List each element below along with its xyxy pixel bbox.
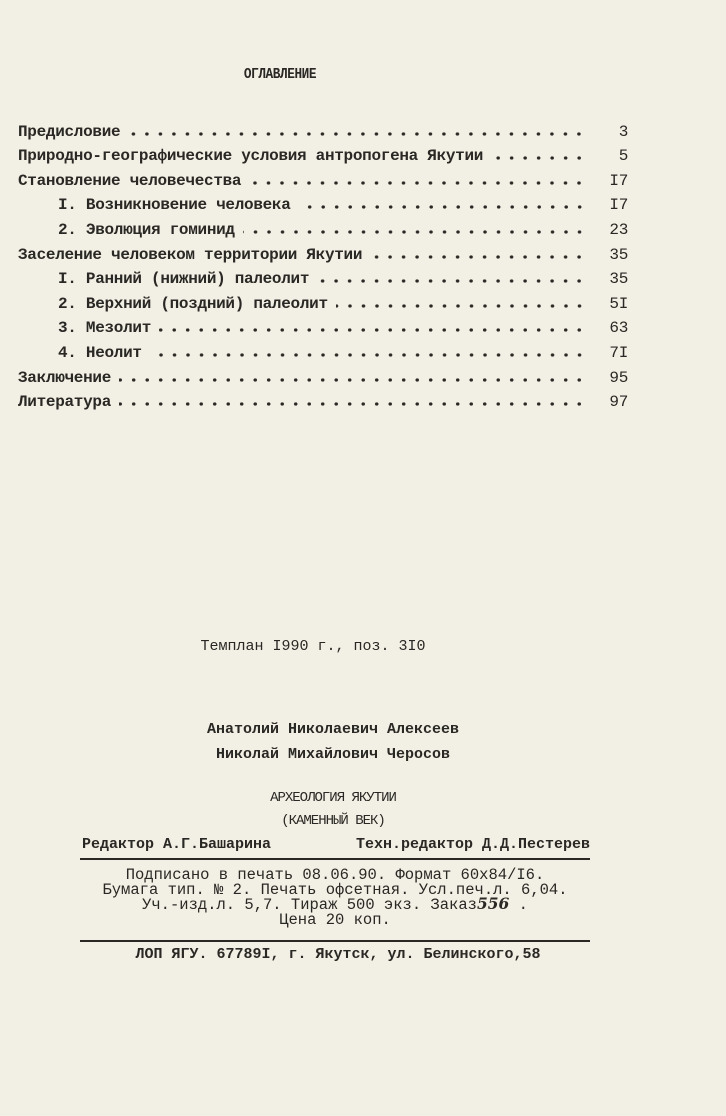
toc-entry-label: Литература	[18, 393, 112, 412]
templan-line: Темплан I990 г., поз. 3I0	[200, 638, 426, 655]
toc-entry-label: 2. Эволюция гоминид	[58, 220, 235, 239]
toc-entry-label: Предисловие	[18, 122, 121, 141]
toc-entry-page: 63	[609, 319, 628, 338]
toc-entry-label: 2. Верхний (поздний) палеолит	[58, 294, 328, 313]
toc-entry-label: Природно-географические условия антропогена Якутии	[18, 147, 484, 166]
toc-entry-page: 35	[609, 245, 628, 264]
toc-entry-label: Заключение	[18, 368, 112, 387]
toc-entry	[18, 313, 628, 338]
toc-entry-label: 3. Мезолит	[58, 319, 152, 338]
toc-entry-page: I7	[609, 196, 628, 215]
dot-leader	[370, 254, 586, 260]
toc-entry-page: 5	[618, 147, 628, 166]
toc-entry	[18, 387, 628, 412]
toc-entry-page: 97	[609, 393, 628, 412]
divider-bottom	[80, 940, 590, 942]
toc-entry	[18, 141, 628, 166]
dot-leader	[150, 352, 586, 358]
toc-entry-page: 23	[609, 220, 628, 239]
dot-leader	[491, 155, 586, 161]
dot-leader	[299, 204, 586, 210]
toc-entry-page: 7I	[609, 343, 628, 362]
dot-leader	[249, 180, 586, 186]
dot-leader	[336, 303, 586, 309]
author-1: Анатолий Николаевич Алексеев	[206, 721, 460, 738]
toc-entry	[18, 337, 628, 362]
toc-entry-page: 3	[618, 122, 628, 141]
toc-entry	[18, 214, 628, 239]
toc-entry-page: 5I	[609, 294, 628, 313]
order-number: 556	[476, 894, 510, 913]
toc-entry	[18, 264, 628, 289]
imprint-line-3-end: .	[509, 896, 528, 914]
toc-entry-label: Заселение человеком территории Якутии	[18, 245, 363, 264]
toc-entry	[18, 190, 628, 215]
editor: Редактор А.Г.Башарина	[82, 836, 272, 853]
toc-entry	[18, 288, 628, 313]
toc-entry	[18, 116, 628, 141]
toc-entry	[18, 362, 628, 387]
imprint-line-1: Подписано в печать 08.06.90. Формат 60х84/I6.	[125, 866, 545, 884]
book-title: АРХЕОЛОГИЯ ЯКУТИИ	[270, 790, 396, 806]
dot-leader	[128, 131, 586, 137]
dot-leader	[317, 278, 586, 284]
author-2: Николай Михайлович Черосов	[215, 746, 451, 763]
imprint	[80, 868, 590, 927]
imprint-line-2: Бумага тип. № 2. Печать офсетная. Усл.печ.л. 6,04.	[102, 880, 568, 899]
toc-entry-label: Становление человечества	[18, 171, 242, 190]
toc-entry-page: I7	[609, 171, 628, 190]
book-subtitle: (КАМЕННЫЙ ВЕК)	[281, 813, 385, 829]
toc-entry-page: 35	[609, 270, 628, 289]
dot-leader	[159, 327, 586, 333]
divider-top	[80, 858, 590, 860]
toc-entry-label: I. Возникновение человека	[58, 196, 291, 215]
toc-heading: ОГЛАВЛЕНИЕ	[243, 66, 317, 83]
editors-line	[82, 836, 590, 853]
toc-entry-label: I. Ранний (нижний) палеолит	[58, 270, 310, 289]
printer-address: ЛОП ЯГУ. 67789I, г. Якутск, ул. Белинского,58	[135, 946, 541, 963]
toc-entry-label: 4. Неолит	[58, 343, 142, 362]
tech-editor: Техн.редактор Д.Д.Пестерев	[355, 836, 590, 853]
toc-entry-page: 95	[609, 368, 628, 387]
dot-leader	[119, 401, 586, 407]
price: Цена 20 коп.	[279, 910, 391, 929]
dot-leader	[119, 377, 586, 383]
toc-entry	[18, 239, 628, 264]
dot-leader	[243, 229, 586, 235]
imprint-line-3-text: Уч.-изд.л. 5,7. Тираж 500 экз. Заказ	[142, 896, 477, 914]
toc-entry	[18, 165, 628, 190]
table-of-contents	[18, 116, 628, 411]
